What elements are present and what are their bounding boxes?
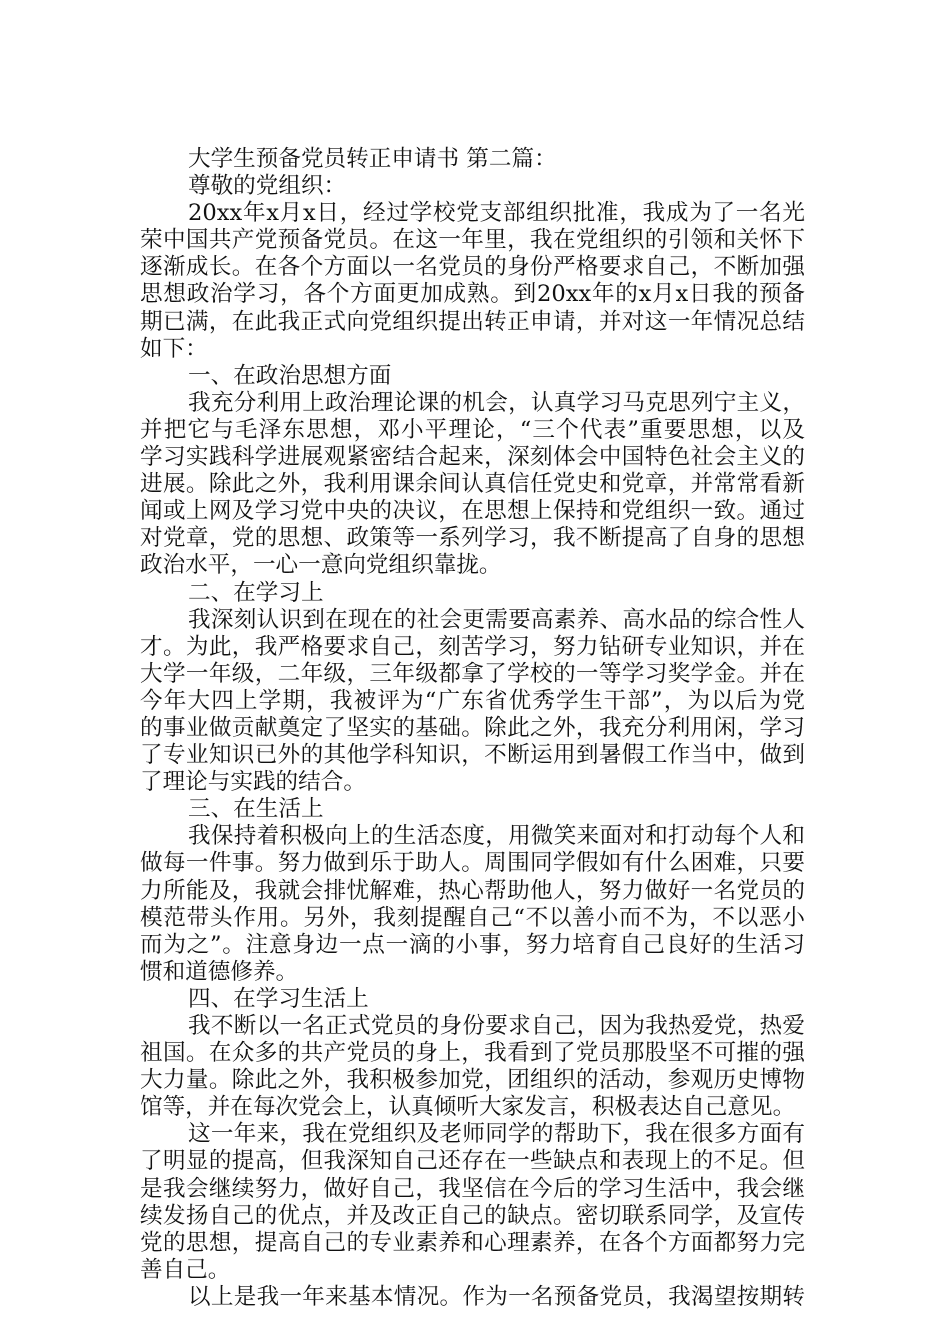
text-line: 思想政治学习，各个方面更加成熟。到20xx年的x月x日我的预备 bbox=[140, 281, 805, 308]
text-line: 馆等，并在每次党会上，认真倾听大家发言，积极表达自己意见。 bbox=[140, 1094, 796, 1121]
section-heading: 二、在学习上 bbox=[188, 579, 324, 606]
text-line: 了专业知识已外的其他学科知识，不断运用到暑假工作当中，做到 bbox=[140, 742, 805, 769]
text-line: 是我会继续努力，做好自己，我坚信在今后的学习生活中，我会继 bbox=[140, 1175, 805, 1202]
text-line: 荣中国共产党预备党员。在这一年里，我在党组织的引领和关怀下 bbox=[140, 227, 805, 254]
text-line: 政治水平，一心一意向党组织靠拢。 bbox=[140, 552, 502, 579]
text-line: 逐渐成长。在各个方面以一名党员的身份严格要求自己，不断加强 bbox=[140, 254, 805, 281]
text-line: 的事业做贡献奠定了坚实的基础。除此之外，我充分利用闲，学习 bbox=[140, 714, 805, 741]
text-line: 对党章，党的思想、政策等一系列学习，我不断提高了自身的思想 bbox=[140, 525, 805, 552]
text-line: 我深刻认识到在现在的社会更需要高素养、高水品的综合性人 bbox=[188, 606, 805, 633]
text-line: 进展。除此之外，我利用课余间认真信任党史和党章，并常常看新 bbox=[140, 471, 805, 498]
text-line: 力所能及，我就会排忧解难，热心帮助他人，努力做好一名党员的 bbox=[140, 877, 805, 904]
text-line: 模范带头作用。另外，我刻提醒自己“不以善小而不为，不以恶小 bbox=[140, 904, 805, 931]
text-line: 以上是我一年来基本情况。作为一名预备党员，我渴望按期转 bbox=[188, 1283, 805, 1310]
text-line: 学习实践科学进展观紧密结合起来，深刻体会中国特色社会主义的 bbox=[140, 444, 805, 471]
section-heading: 四、在学习生活上 bbox=[188, 985, 369, 1012]
text-line: 党的思想，提高自己的专业素养和心理素养，在各个方面都努力完 bbox=[140, 1229, 805, 1256]
text-line: 祖国。在众多的共产党员的身上，我看到了党员那股坚不可摧的强 bbox=[140, 1040, 805, 1067]
text-line: 大学一年级，二年级，三年级都拿了学校的一等学习奖学金。并在 bbox=[140, 660, 805, 687]
section-heading: 尊敬的党组织： bbox=[188, 173, 347, 200]
section-heading: 一、在政治思想方面 bbox=[188, 362, 392, 389]
text-line: 并把它与毛泽东思想，邓小平理论，“三个代表”重要思想，以及 bbox=[140, 416, 805, 443]
text-line: 善自己。 bbox=[140, 1256, 231, 1283]
text-line: 期已满，在此我正式向党组织提出转正申请，并对这一年情况总结 bbox=[140, 308, 805, 335]
section-heading: 三、在生活上 bbox=[188, 796, 324, 823]
text-line: 惯和道德修养。 bbox=[140, 958, 299, 985]
text-line: 大力量。除此之外，我积极参加党，团组织的活动，参观历史博物 bbox=[140, 1067, 805, 1094]
text-line: 20xx年x月x日，经过学校党支部组织批准，我成为了一名光 bbox=[188, 200, 805, 227]
text-line: 才。为此，我严格要求自己，刻苦学习，努力钻研专业知识，并在 bbox=[140, 633, 805, 660]
text-line: 做每一件事。努力做到乐于助人。周围同学假如有什么困难，只要 bbox=[140, 850, 805, 877]
text-line: 了理论与实践的结合。 bbox=[140, 769, 366, 796]
text-line: 如下： bbox=[140, 335, 208, 362]
text-line: 我保持着积极向上的生活态度，用微笑来面对和打动每个人和 bbox=[188, 823, 805, 850]
text-line: 这一年来，我在党组织及老师同学的帮助下，我在很多方面有 bbox=[188, 1121, 805, 1148]
text-line: 了明显的提高，但我深知自己还存在一些缺点和表现上的不足。但 bbox=[140, 1148, 805, 1175]
text-line: 续发扬自己的优点，并及改正自己的缺点。密切联系同学，及宣传 bbox=[140, 1202, 805, 1229]
text-line: 闻或上网及学习党中央的决议，在思想上保持和党组织一致。通过 bbox=[140, 498, 805, 525]
document-body bbox=[140, 146, 805, 1311]
section-heading: 大学生预备党员转正申请书 第二篇： bbox=[188, 146, 557, 172]
text-line: 而为之”。注意身边一点一滴的小事，努力培育自己良好的生活习 bbox=[140, 931, 805, 958]
text-line: 今年大四上学期，我被评为“广东省优秀学生干部”，为以后为党 bbox=[140, 687, 805, 714]
text-line: 我不断以一名正式党员的身份要求自己，因为我热爱党，热爱 bbox=[188, 1013, 805, 1039]
text-line: 我充分利用上政治理论课的机会，认真学习马克思列宁主义， bbox=[188, 389, 805, 416]
